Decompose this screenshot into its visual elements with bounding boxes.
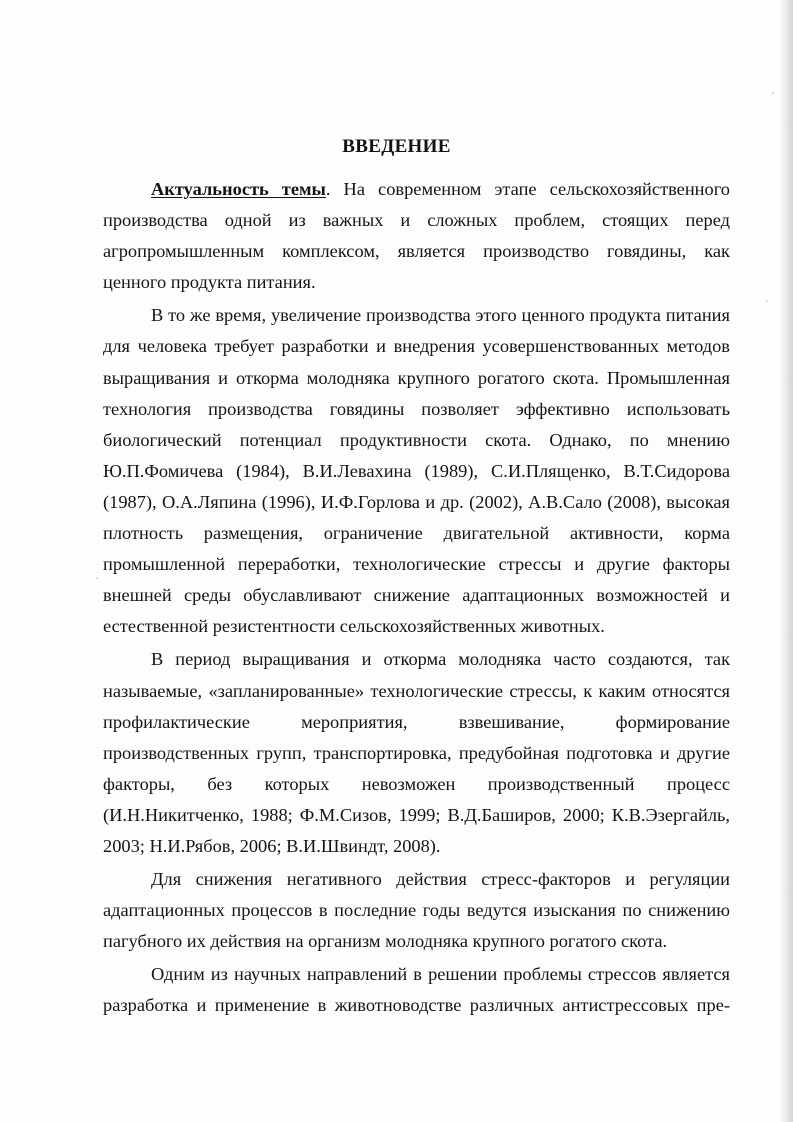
paragraph: В период выращивания и откорма молодняка часто создаются, так называемые, «запланированные» технологические стрессы, к каким относятся профилактические мероприятия, взвешивание, формирование производственных групп, транспортировка, предубойная подготовка и другие факторы, без которых невозможен производственный процесс (И.Н.Никитченко, 1988; Ф.М.Сизов, 1999; В.Д.Баширов, 2000; К.В.Эзергайль, 2003; Н.И.Рябов, 2006; В.И.Швиндт, 2008). — [103, 649, 730, 856]
section-heading: ВВЕДЕНИЕ — [342, 136, 451, 157]
scan-speck — [766, 300, 768, 302]
paragraph-lead-term: Актуальность темы — [151, 179, 326, 199]
paragraph: Одним из научных направлений в решении проблемы стрессов является разработка и применение в животноводстве различных антистрессовых пре- — [103, 964, 730, 1016]
paragraph-relevance — [103, 174, 730, 298]
scan-edge-shadow — [779, 0, 793, 1122]
paragraph: Для снижения негативного действия стресс-факторов и регуляции адаптационных процессов в последние годы ведутся изыскания по снижению пагубного их действия на организм молодняка крупного рогатого скота. — [103, 869, 730, 952]
scan-speck — [96, 577, 98, 579]
scan-speck — [772, 92, 774, 94]
document-body — [103, 174, 730, 1022]
paragraph: В то же время, увеличение производства этого ценного продукта питания для человека требует разработки и внедрения усовершенствованных методов выращивания и откорма молодняка крупного рогатого скота. Промышленная технология производства говядины позволяет эффективно использовать биологический потенциал продуктивности скота. Однако, по мнению Ю.П.Фомичева (1984), В.И.Левахина (1989), С.И.Плященко, В.Т.Сидорова (1987), О.А.Ляпина (1996), И.Ф.Горлова и др. (2002), А.В.Сало (2008), высокая плотность размещения, ограничение двигательной активности, корма промышленной переработки, технологические стрессы и другие факторы внешней среды обуславливают снижение адаптационных возможностей и естественной резистентности сельскохозяйственных животных. — [103, 305, 730, 637]
paragraph-text: . На современном этапе сельскохозяйственного производства одной из важных и сложных проблем, стоящих перед агропромышленным комплексом, является производство говядины, как ценного продукта питания. — [103, 179, 730, 293]
